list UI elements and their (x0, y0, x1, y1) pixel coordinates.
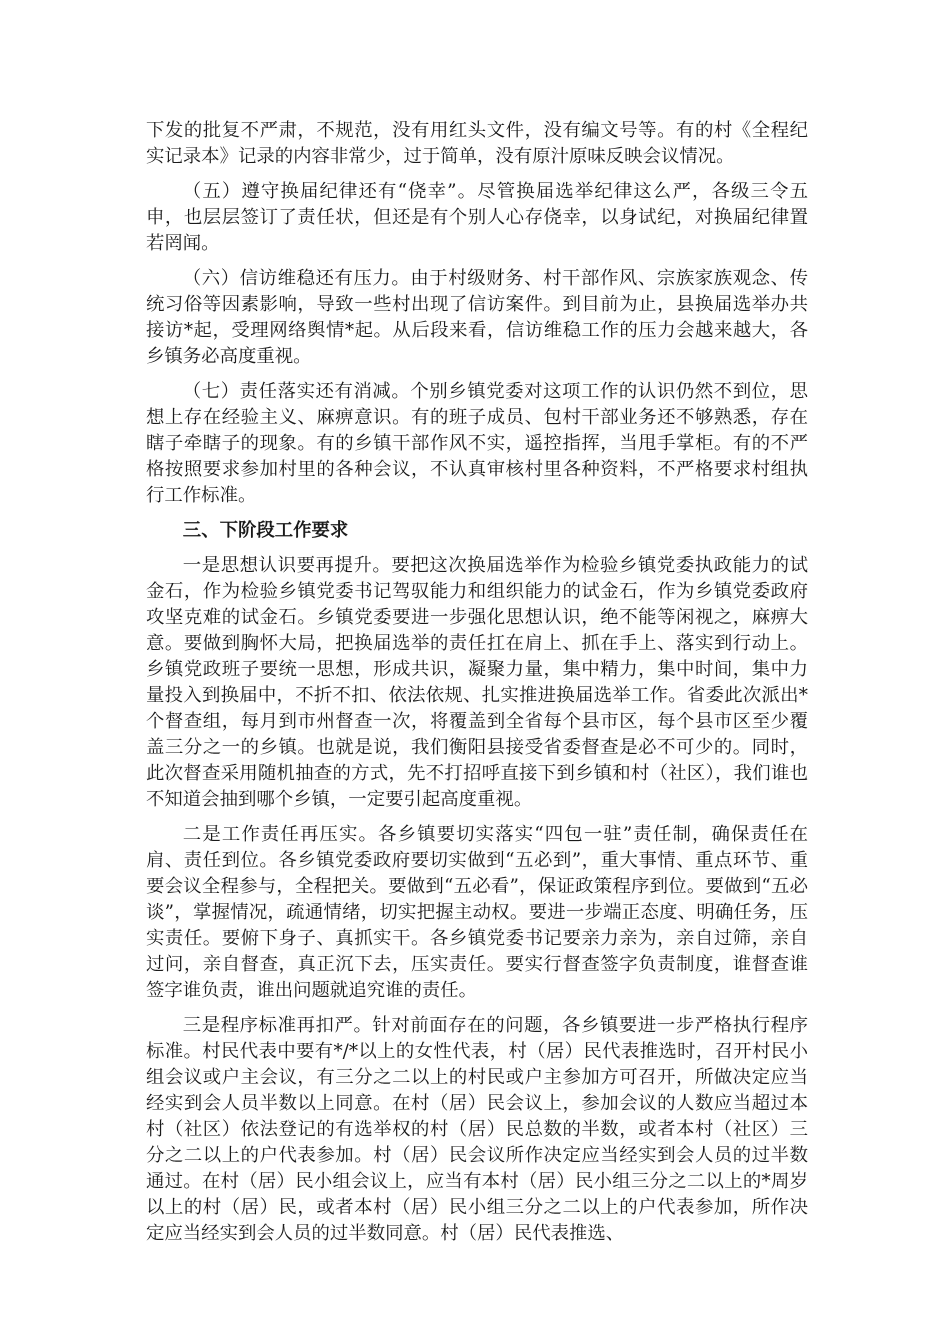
paragraph-item-5: （五）遵守换届纪律还有“侥幸”。尽管换届选举纪律这么严，各级三令五申，也层层签订了责任状，但还是有个别人心存侥幸，以身试纪，对换届纪律置若罔闻。 (146, 181, 808, 254)
paragraph-requirement-3: 三是程序标准再扣严。针对前面存在的问题，各乡镇要进一步严格执行程序标准。村民代表中要有*/*以上的女性代表，村（居）民代表推选时，召开村民小组会议或户主会议，有三分之二以上的村民或户主参加方可召开，所做决定应当经实到会人员半数以上同意。在村（居）民会议上，参加会议的人数应当超过本村（社区）依法登记的有选举权的村（居）民总数的半数，或者本村（社区）三分之二以上的户代表参加。村（居）民会议所作决定应当经实到会人员的过半数通过。在村（居）民小组会议上，应当有本村（居）民小组三分之二以上的*周岁以上的村（居）民，或者本村（居）民小组三分之二以上的户代表参加，所作决定应当经实到会人员的过半数同意。村（居）民代表推选、 (146, 1015, 808, 1244)
document-page (146, 118, 808, 1247)
paragraph-requirement-1: 一是思想认识要再提升。要把这次换届选举作为检验乡镇党委执政能力的试金石，作为检验乡镇党委书记驾驭能力和组织能力的试金石，作为乡镇党委政府攻坚克难的试金石。乡镇党委要进一步强化思想认识，绝不能等闲视之，麻痹大意。要做到胸怀大局，把换届选举的责任扛在肩上、抓在手上、落实到行动上。乡镇党政班子要统一思想，形成共识，凝聚力量，集中精力，集中时间，集中力量投入到换届中，不折不扣、依法依规、扎实推进换届选举工作。省委此次派出*个督查组，每月到市州督查一次，将覆盖到全省每个县市区，每个县市区至少覆盖三分之一的乡镇。也就是说，我们衡阳县接受省委督查是必不可少的。同时，此次督查采用随机抽查的方式，先不打招呼直接下到乡镇和村（社区），我们谁也不知道会抽到哪个乡镇，一定要引起高度重视。 (146, 555, 808, 810)
section-heading: 三、下阶段工作要求 (182, 520, 349, 541)
paragraph-requirement-2: 二是工作责任再压实。各乡镇要切实落实“四包一驻”责任制，确保责任在肩、责任到位。各乡镇党委政府要切实做到“五必到”，重大事情、重点环节、重要会议全程参与，全程把关。要做到“五必看”，保证政策程序到位。要做到“五必谈”，掌握情况，疏通情绪，切实把握主动权。要进一步端正态度、明确任务，压实责任。要俯下身子、真抓实干。各乡镇党委书记要亲力亲为，亲自过筛，亲自过问，亲自督查，真正沉下去，压实责任。要实行督查签字负责制度，谁督查谁签字谁负责，谁出问题就追究谁的责任。 (146, 824, 808, 1001)
paragraph-item-6: （六）信访维稳还有压力。由于村级财务、村干部作风、宗族家族观念、传统习俗等因素影响，导致一些村出现了信访案件。到目前为止，县换届选举办共接访*起，受理网络舆情*起。从后段来看，信访维稳工作的压力会越来越大，各乡镇务必高度重视。 (146, 268, 808, 367)
paragraph-item-7: （七）责任落实还有消减。个别乡镇党委对这项工作的认识仍然不到位，思想上存在经验主义、麻痹意识。有的班子成员、包村干部业务还不够熟悉，存在瞎子牵瞎子的现象。有的乡镇干部作风不实，遥控指挥，当甩手掌柜。有的不严格按照要求参加村里的各种会议，不认真审核村里各种资料，不严格要求村组执行工作标准。 (146, 381, 808, 506)
paragraph-continuation: 下发的批复不严肃，不规范，没有用红头文件，没有编文号等。有的村《全程纪实记录本》记录的内容非常少，过于简单，没有原汁原味反映会议情况。 (146, 120, 808, 167)
